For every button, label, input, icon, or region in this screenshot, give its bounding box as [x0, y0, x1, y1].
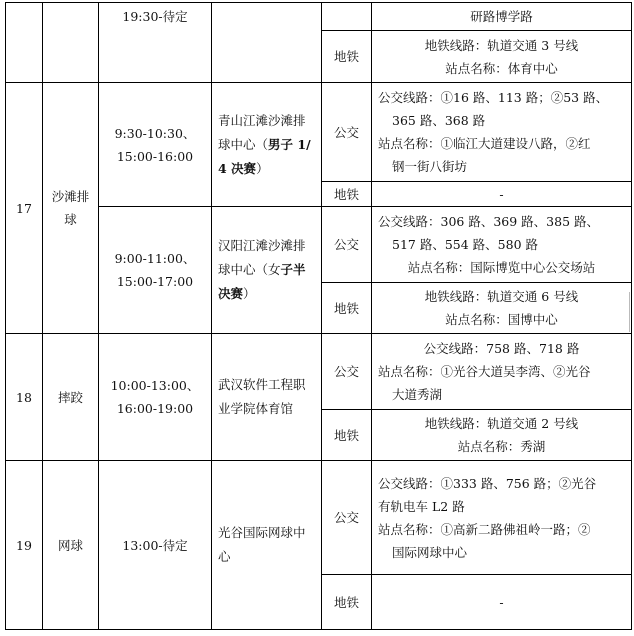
- bus-line: 公交线路：306 路、369 路、385 路、: [378, 214, 599, 229]
- time-line: 16:00-19:00: [116, 401, 194, 416]
- metro-line: 地铁线路：轨道交通 2 号线: [424, 416, 579, 431]
- venue-note: 子半决赛: [218, 262, 306, 301]
- sport-cell: 摔跤: [43, 334, 99, 461]
- metro-stop: 站点名称：体育中心: [445, 60, 558, 76]
- transport-type-cell: 公交: [322, 461, 372, 575]
- route-cell: [372, 83, 632, 182]
- no-cell: 17: [6, 83, 43, 334]
- table-row: [6, 3, 632, 31]
- route-cell: [372, 410, 632, 461]
- route-cell: 研路博学路: [372, 3, 632, 31]
- metro-stop: 站点名称：秀湖: [457, 439, 546, 454]
- route-cell: [372, 461, 632, 575]
- bus-line-cont: 365 路、368 路: [392, 113, 486, 128]
- metro-line: 地铁线路：轨道交通 3 号线: [424, 37, 579, 53]
- time-line: 15:00-17:00: [116, 274, 194, 289]
- bus-stop: 站点名称：国际博览中心公交场站: [407, 260, 596, 275]
- time-cell: 19:30-待定: [99, 3, 212, 83]
- time-cell: [99, 334, 212, 461]
- venue-cell: 光谷国际网球中心: [212, 461, 322, 630]
- transport-type-cell: 公交: [322, 83, 372, 182]
- time-cell: [99, 207, 212, 334]
- sport-cell: 网球: [43, 461, 99, 630]
- no-cell: [6, 3, 43, 83]
- bus-line: 公交线路：①16 路、113 路；②53 路、: [378, 90, 609, 105]
- bus-line: 公交线路：①333 路、756 路；②光谷: [378, 475, 597, 491]
- time-line: 10:00-13:00、: [110, 378, 200, 393]
- venue-cell: 武汉软件工程职业学院体育馆: [212, 334, 322, 461]
- no-cell: 18: [6, 334, 43, 461]
- venue-name: 青山江滩沙滩排球中心（: [218, 112, 306, 152]
- bus-stop-cont: 大道秀湖: [392, 387, 443, 402]
- bus-stop-cont: 国际网球中心: [392, 544, 468, 560]
- bus-stop-cont: 钢一街八街坊: [392, 159, 468, 174]
- venue-cell: [212, 83, 322, 207]
- bus-stop: 站点名称：①临江大道建设八路，②红: [378, 136, 591, 151]
- transport-type-cell: 地铁: [322, 283, 372, 334]
- route-cell: -: [372, 575, 632, 630]
- time-line: 15:00-16:00: [116, 148, 194, 164]
- time-line: 9:00-11:00、: [114, 251, 196, 266]
- transport-type-cell: 地铁: [322, 182, 372, 207]
- transport-type-cell: 地铁: [322, 31, 372, 83]
- venue-note: 男子 1/4 决赛: [218, 136, 311, 176]
- venue-transport-table: [5, 2, 632, 630]
- transport-type-cell: 地铁: [322, 410, 372, 461]
- route-cell: [372, 31, 632, 83]
- bus-line: 公交线路：758 路、718 路: [423, 341, 580, 356]
- transport-type-cell: [322, 3, 372, 31]
- no-cell: 19: [6, 461, 43, 630]
- venue-cell: [212, 3, 322, 83]
- bus-stop: 站点名称：①高新二路佛祖岭一路；②: [378, 521, 591, 537]
- venue-paren: ）: [243, 286, 256, 301]
- transport-type-cell: 公交: [322, 207, 372, 283]
- time-cell: [99, 83, 212, 207]
- table-row: [6, 461, 632, 575]
- time-line: 9:30-10:30、: [114, 125, 196, 141]
- metro-stop: 站点名称：国博中心: [445, 312, 558, 327]
- sport-cell: 沙滩排球: [43, 83, 99, 334]
- table-row: [6, 334, 632, 410]
- route-cell: -: [372, 182, 632, 207]
- route-cell: [372, 283, 632, 334]
- table-row: [6, 207, 632, 283]
- route-cell: [372, 334, 632, 410]
- bus-stop: 站点名称：①光谷大道吴李湾、②光谷: [378, 364, 591, 379]
- venue-cell: [212, 207, 322, 334]
- bus-line-cont: 有轨电车 L2 路: [378, 498, 465, 514]
- bus-line-cont: 517 路、554 路、580 路: [392, 237, 538, 252]
- table-row: [6, 83, 632, 182]
- venue-paren: ）: [256, 160, 269, 176]
- time-cell: 13:00-待定: [99, 461, 212, 630]
- route-cell: [372, 207, 632, 283]
- transport-type-cell: 公交: [322, 334, 372, 410]
- transport-type-cell: 地铁: [322, 575, 372, 630]
- venue-name: 汉阳江滩沙滩排球中心（女: [218, 238, 306, 277]
- metro-line: 地铁线路：轨道交通 6 号线: [424, 289, 579, 304]
- scan-edge-mark: [629, 292, 630, 332]
- sport-cell: [43, 3, 99, 83]
